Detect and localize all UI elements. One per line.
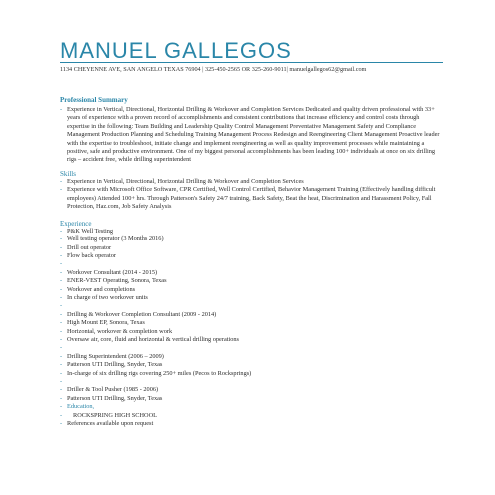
- experience-item: - Horizontal, workover & completion work: [60, 327, 173, 335]
- experience-heading: Experience: [60, 220, 92, 228]
- education-item: - ROCKSPRING HIGH SCHOOL: [60, 411, 157, 419]
- experience-list: [60, 228, 443, 428]
- experience-item: - ENER-VEST Operating, Sonora, Texas: [60, 277, 167, 285]
- experience-item: - Oversaw air, core, fluid and horizontal & vertical drilling operations: [60, 336, 239, 344]
- experience-spacer: -: [60, 344, 63, 352]
- experience-item: - Driller & Tool Pusher (1985 - 2006): [60, 386, 159, 394]
- skills-item: - Experience in Vertical, Directional, Horizontal Drilling & Workover and Completion Services: [60, 178, 304, 185]
- bullet-dash: -: [60, 186, 63, 194]
- summary-list: [60, 106, 443, 165]
- experience-item: - Workover Consultant (2014 - 2015): [60, 268, 158, 276]
- applicant-name: MANUEL GALLEGOS: [60, 38, 292, 63]
- experience-item: - Drill out operator: [60, 243, 112, 251]
- education-heading: - Education,: [60, 403, 95, 411]
- skills-item: - Experience with Microsoft Office Software, CPR Certified, Well Control Certified, Behavior Management Training (Effectively handling difficult employees) Attended 100+ hrs. Through Patterson's Safety 24/7 training, Back Safety, Beat the heat, Discrimination and Harassment Policy, Fall Protection, Haz.com, Job Safety Analysis: [60, 186, 436, 211]
- bullet-dash: -: [60, 106, 63, 113]
- references-line: - References available upon request: [60, 420, 154, 428]
- experience-item: - In-charge of six drilling rigs covering 250+ miles (Pecos to Rocksprings): [60, 369, 252, 377]
- bullet-dash: -: [60, 178, 63, 185]
- experience-spacer: -: [60, 302, 63, 310]
- experience-item: - Drilling Superintendent (2006 – 2009): [60, 352, 164, 360]
- experience-item: - P&K Well Testing: [60, 228, 114, 235]
- experience-item: - Patterson UTI Drilling, Snyder, Texas: [60, 361, 163, 369]
- experience-item: - Workover and completions: [60, 285, 136, 293]
- contact-line: 1134 CHEYENNE AVE, SAN ANGELO TEXAS 76904 | 325-450-2565 OR 325-260-9011| manuelgallegos62@gmail.com: [60, 66, 367, 73]
- experience-item: - Well testing operator (3 Months 2016): [60, 235, 164, 243]
- skills-heading: Skills: [60, 170, 76, 178]
- experience-item: - High Mount EP, Sonora, Texas: [60, 319, 145, 327]
- experience-spacer: -: [60, 260, 63, 268]
- skills-list: [60, 178, 443, 212]
- experience-item: - In charge of two workover units: [60, 294, 148, 302]
- summary-heading: Professional Summary: [60, 96, 128, 104]
- experience-item: - Drilling & Workover Completion Consultant (2009 - 2014): [60, 310, 217, 318]
- experience-spacer: -: [60, 378, 63, 386]
- summary-item: - Experience in Vertical, Directional, Horizontal Drilling & Workover and Completion Services Dedicated and quality driven professional with 33+ years of experience with a proven record of accomplishments and consistent contributions that increase efficiency and control costs through expertise in the following: Team Building and Leadership Quality Control Management Preventative Management Safety and Compliance Management Production Planning and Scheduling Training Management Process Redesign and Reengineering Client Management Proactive leader with the expertise to troubleshoot, initiate change and implement reengineering as well as quality improvement processes while maintaining a positive, safe and productive environment. One of my biggest personal accomplishments has been leading 100+ individuals at once on six drilling rigs – accident free, while drilling superintendent: [60, 106, 440, 164]
- experience-item: - Flow back operator: [60, 252, 116, 260]
- experience-item: - Patterson UTI Drilling, Snyder, Texas: [60, 394, 163, 402]
- header-rule: [60, 62, 443, 63]
